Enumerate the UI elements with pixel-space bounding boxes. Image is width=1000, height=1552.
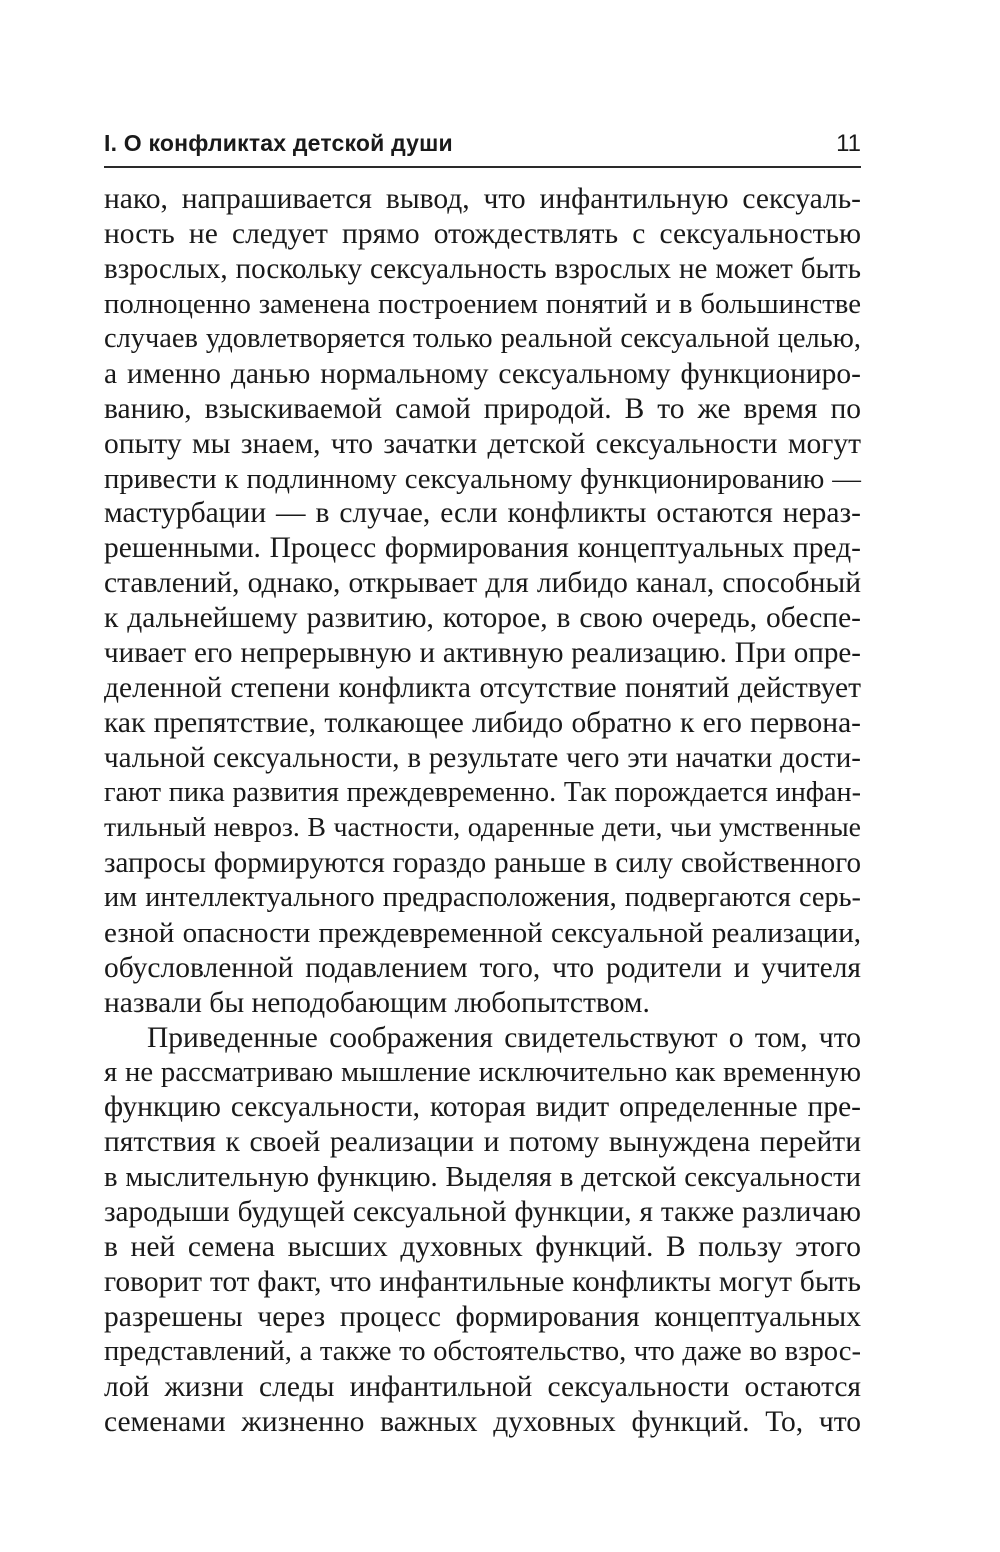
text-line: представлений, а также то обстоятельство, что даже во взрос-: [104, 1335, 861, 1367]
text-line: ставлений, однако, открывает для либидо канал, способный: [104, 567, 861, 600]
text-line: в ней семена высших духовных функций. В пользу этого: [104, 1231, 861, 1264]
text-line: ность не следует прямо отождествлять с сексуальностью: [104, 217, 861, 250]
text-line: семенами жизненно важных духовных функций. То, что: [104, 1405, 861, 1438]
text-line: назвали бы неподобающим любопытством.: [104, 986, 650, 1019]
text-line: а именно данью нормальному сексуальному функциониро-: [104, 357, 861, 390]
text-line: ванию, взыскиваемой самой природой. В то же время по: [104, 392, 861, 425]
text-line: запросы формируются гораздо раньше в силу свойственного: [104, 846, 861, 879]
paragraph-1: [104, 182, 861, 1021]
text-line: функцию сексуальности, которая видит определенные пре-: [104, 1091, 861, 1124]
text-line: говорит тот факт, что инфантильные конфликты могут быть: [104, 1266, 861, 1299]
text-line: привести к подлинному сексуальному функционированию —: [104, 462, 861, 495]
paragraph-2: [104, 1021, 861, 1440]
text-line: деленной степени конфликта отсутствие понятий действует: [104, 672, 861, 705]
page-number: 11: [836, 130, 861, 157]
text-line: к дальнейшему развитию, которое, в свою очередь, обеспе-: [104, 602, 861, 635]
text-line: как препятствие, толкающее либидо обратно к его первона-: [104, 707, 861, 740]
text-line: обусловленной подавлением того, что родители и учителя: [104, 951, 861, 984]
text-line: Приведенные соображения свидетельствуют о том, что: [147, 1021, 861, 1054]
text-line: им интеллектуального предрасположения, подвергаются серь-: [104, 881, 861, 913]
chapter-title: I. О конфликтах детской души: [104, 130, 453, 156]
text-line: я не рассматриваю мышление исключительно как временную: [104, 1056, 861, 1089]
text-line: разрешены через процесс формирования концептуальных: [104, 1301, 861, 1333]
text-line: опыту мы знаем, что зачатки детской сексуальности могут: [104, 427, 861, 460]
text-line: лой жизни следы инфантильной сексуальности остаются: [104, 1370, 861, 1403]
text-line: чивает его непрерывную и активную реализацию. При опре-: [104, 637, 861, 670]
body-text: [104, 182, 861, 1440]
text-line: случаев удовлетворяется только реальной сексуальной целью,: [104, 322, 861, 354]
text-line: тильный невроз. В частности, одаренные дети, чьи умственные: [104, 811, 861, 843]
running-head: [104, 126, 861, 168]
text-line: мастурбации — в случае, если конфликты остаются нераз-: [104, 497, 861, 530]
text-line: решенными. Процесс формирования концептуальных пред-: [104, 532, 861, 565]
text-line: гают пика развития преждевременно. Так порождается инфан-: [104, 776, 861, 808]
text-line: взрослых, поскольку сексуальность взрослых не может быть: [104, 252, 861, 285]
text-line: пятствия к своей реализации и потому вынуждена перейти: [104, 1126, 861, 1159]
text-line: зародыши будущей сексуальной функции, я также различаю: [104, 1196, 861, 1229]
text-line: полноценно заменена построением понятий и в большинстве: [104, 287, 861, 320]
text-line: в мыслительную функцию. Выделяя в детской сексуальности: [104, 1161, 861, 1194]
text-line: нако, напрашивается вывод, что инфантильную сексуаль-: [104, 183, 861, 215]
text-line: чальной сексуальности, в результате чего эти начатки дости-: [104, 742, 861, 774]
text-line: езной опасности преждевременной сексуальной реализации,: [104, 916, 861, 949]
